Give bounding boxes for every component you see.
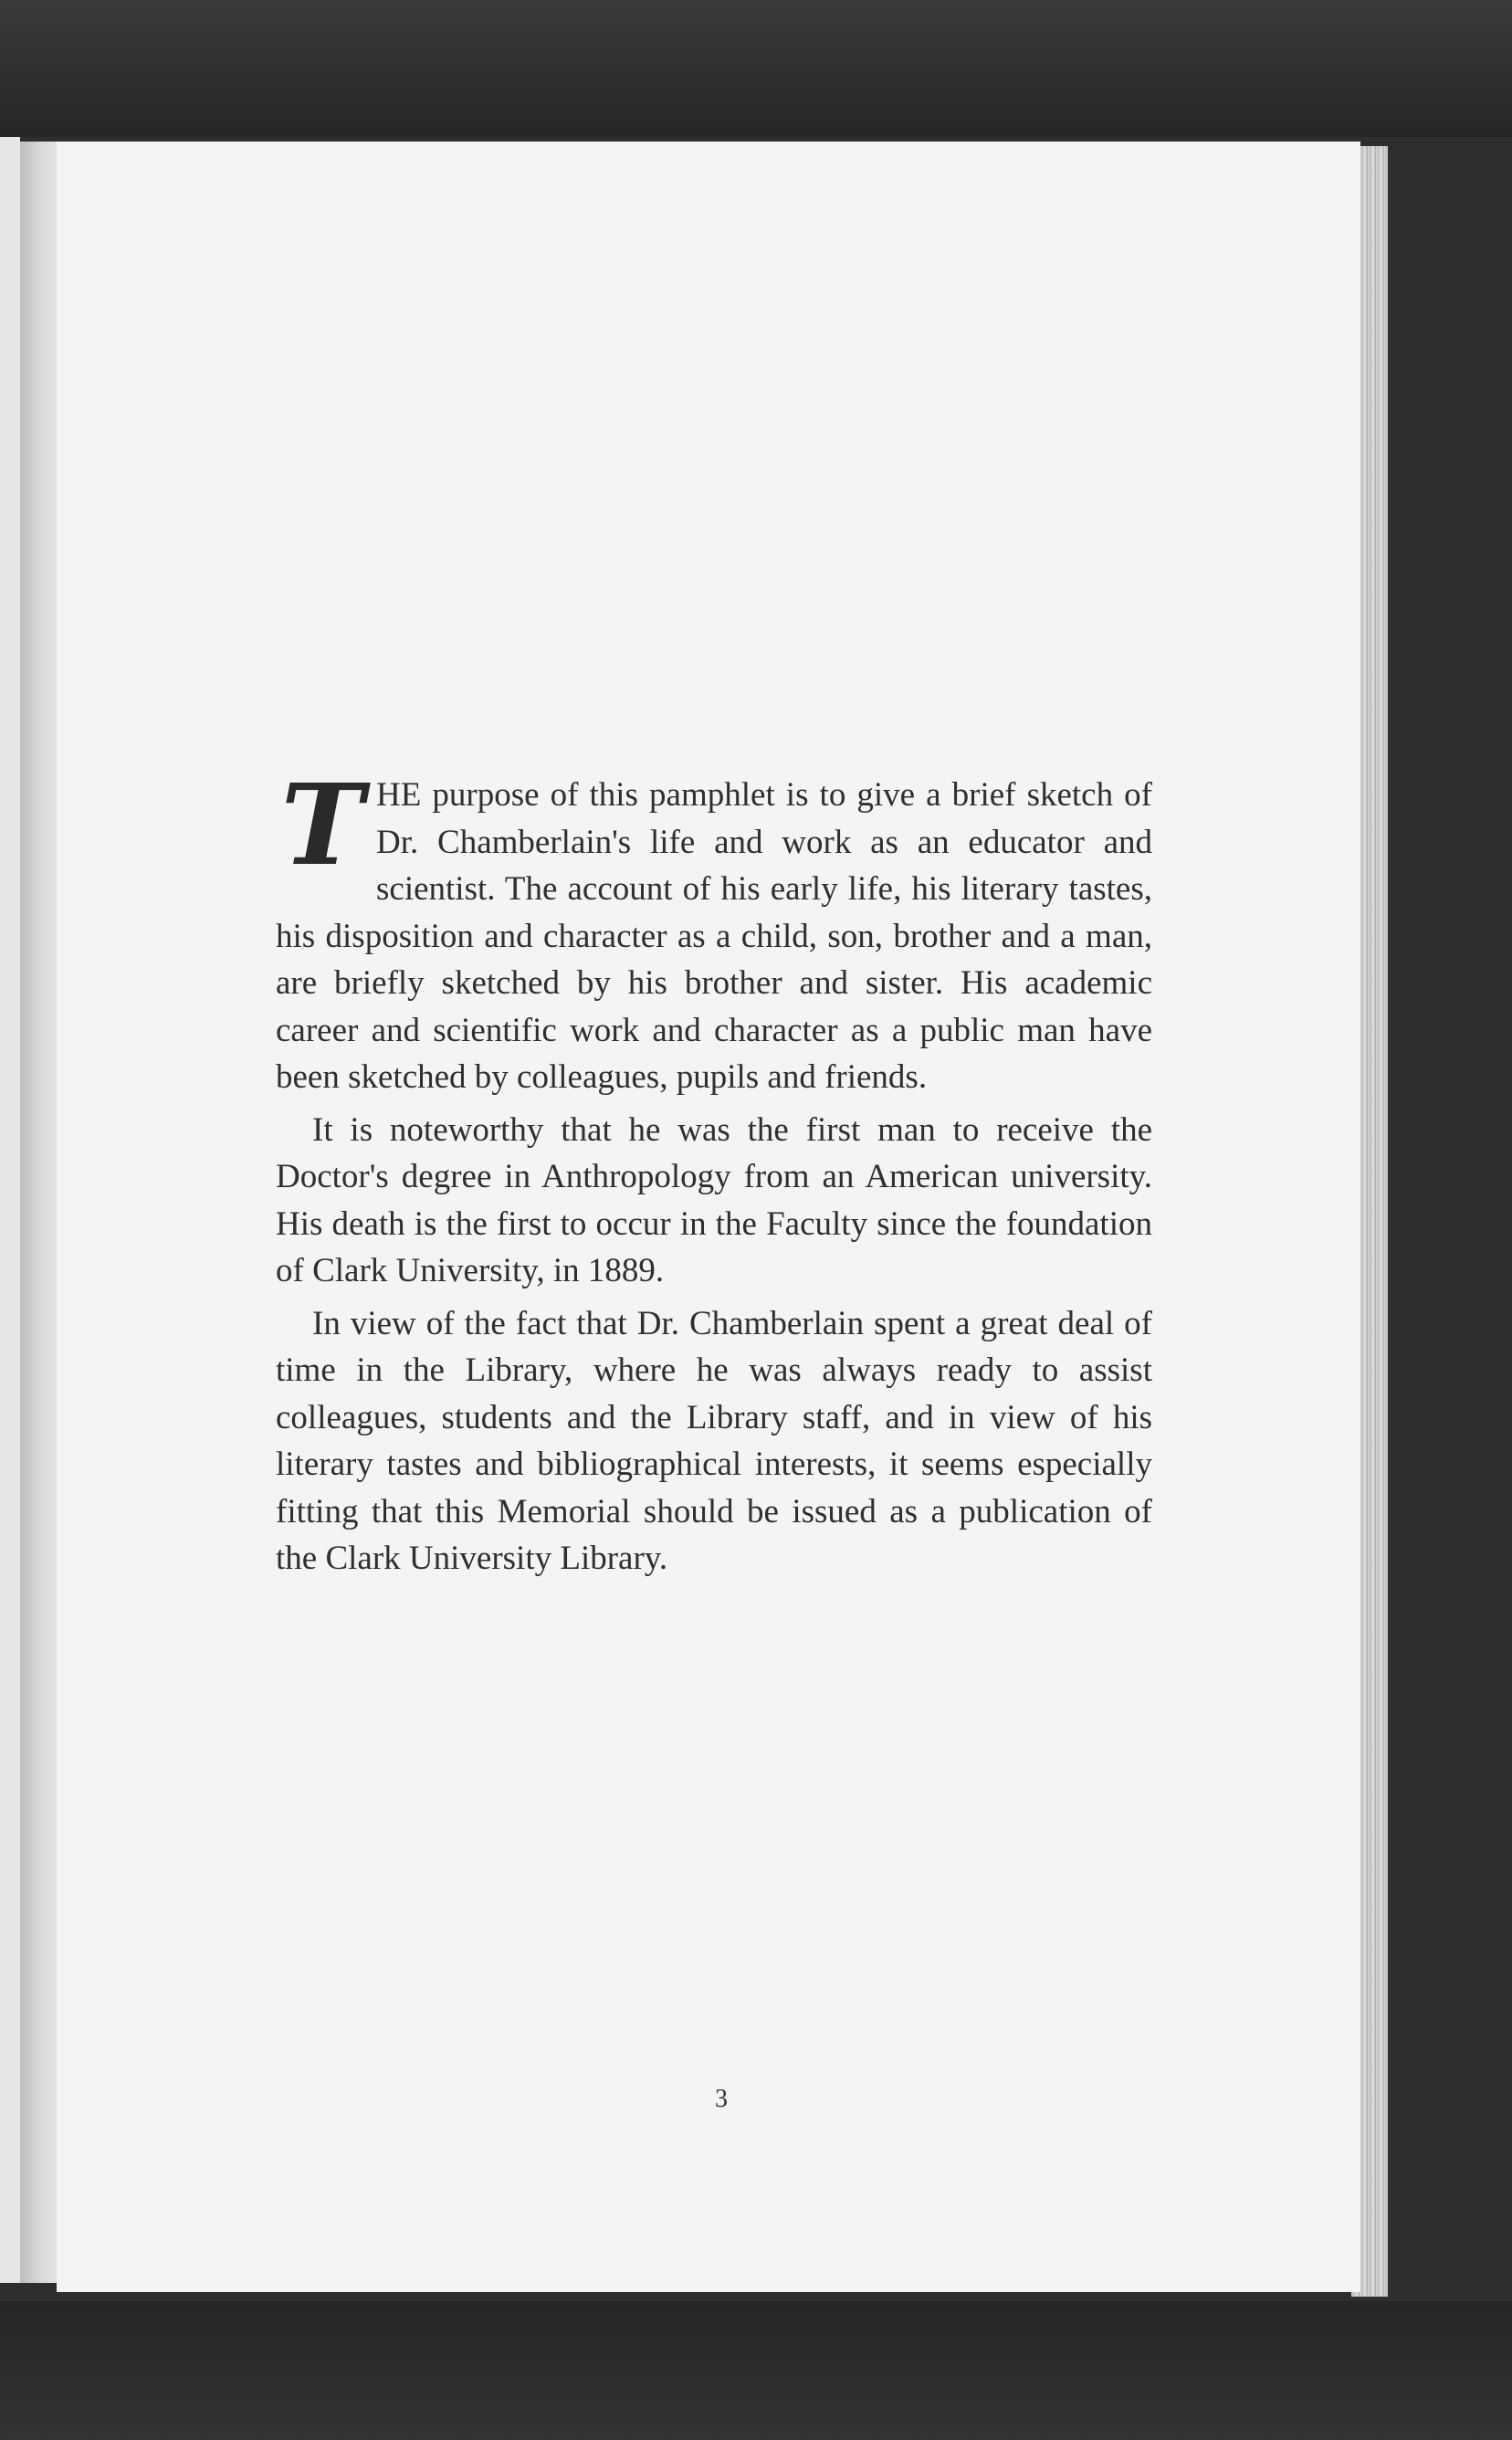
paragraph-3: In view of the fact that Dr. Chamberlain spent a great deal of time in the Library, where he was always ready to assist colleagues, students and the Library staff, and in view of his literary tastes and bibliographical interests, it seems especially fitting that this Memorial should be issued as a publication of the Clark University Library. [276,1304,1152,1577]
paragraph-1-text: HE purpose of this pamphlet is to give a brief sketch of Dr. Chamberlain's life and work as an educator and scientist. The account of his early life, his literary tastes, his disposition and character as a child, son, brother and a man, are briefly sketched by his brother and sister. His academic career and scientific work and character as a public man have been sketched by colleagues, pupils and friends. [276,776,1152,1096]
scan-border-bottom [0,2301,1512,2440]
body-text [276,759,1152,1583]
drop-cap-letter: T [280,759,364,890]
scan-border-top [0,0,1512,137]
page-number: 3 [715,2085,728,2113]
book-page [57,142,1360,2292]
paragraph-1 [276,759,1152,1101]
paragraph-2: It is noteworthy that he was the first man to receive the Doctor's degree in Anthropology from an American university. His death is the first to occur in the Faculty since the foundation of Clark University, in 1889. [276,1110,1152,1289]
facing-page-edge [0,137,20,2283]
